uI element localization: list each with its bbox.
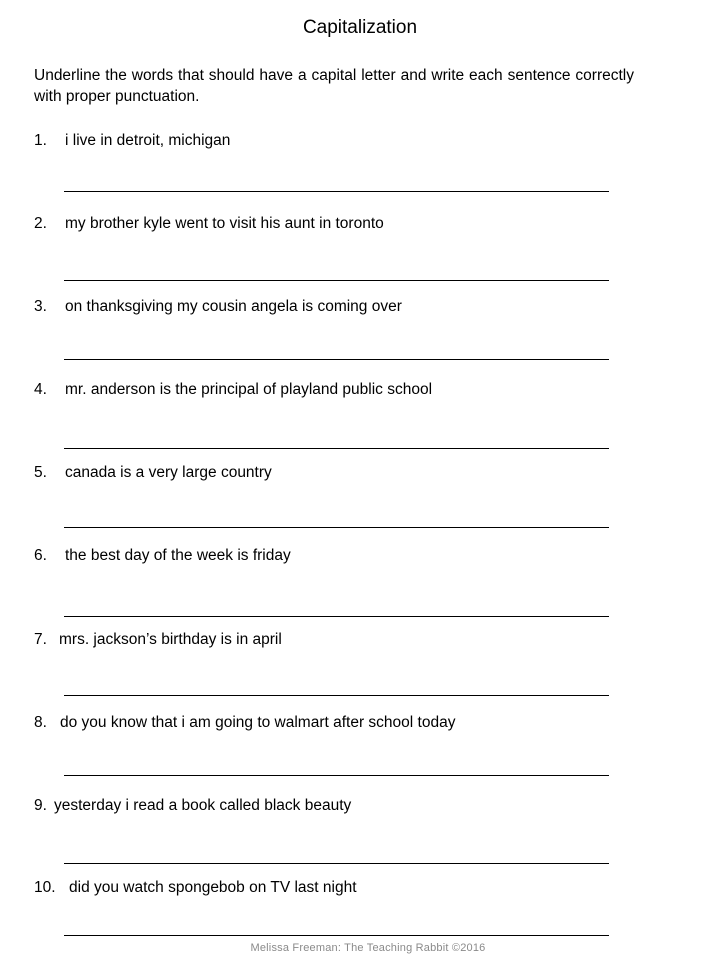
exercise-item-1 <box>34 131 654 151</box>
instructions-text: Underline the words that should have a capital letter and write each sentence correctly with proper punctuation. <box>34 67 634 105</box>
exercise-item-7 <box>34 630 654 650</box>
exercise-item-8 <box>34 713 654 733</box>
answer-line[interactable] <box>64 359 609 360</box>
item-sentence: on thanksgiving my cousin angela is coming over <box>65 298 402 315</box>
answer-line[interactable] <box>64 191 609 192</box>
item-number: 5. <box>34 464 47 481</box>
exercise-item-9 <box>34 796 654 816</box>
item-number: 9. <box>34 797 47 814</box>
exercise-item-3 <box>34 297 654 317</box>
answer-line[interactable] <box>64 527 609 528</box>
page-title: Capitalization <box>302 17 418 38</box>
footer-credit: Melissa Freeman: The Teaching Rabbit ©2016 <box>250 942 486 954</box>
exercise-item-5 <box>34 463 654 483</box>
item-number: 6. <box>34 547 47 564</box>
item-sentence: do you know that i am going to walmart after school today <box>60 714 456 731</box>
answer-line[interactable] <box>64 448 609 449</box>
item-number: 1. <box>34 132 47 149</box>
item-sentence: i live in detroit, michigan <box>65 132 231 149</box>
item-number: 10. <box>34 879 56 896</box>
exercise-item-6 <box>34 546 654 566</box>
exercise-item-2 <box>34 214 654 234</box>
item-sentence: mrs. jackson’s birthday is in april <box>59 631 282 648</box>
item-sentence: my brother kyle went to visit his aunt in toronto <box>65 215 384 232</box>
answer-line[interactable] <box>64 863 609 864</box>
item-number: 4. <box>34 381 47 398</box>
exercise-item-4 <box>34 380 654 400</box>
item-number: 2. <box>34 215 47 232</box>
exercise-item-10 <box>34 878 654 898</box>
answer-line[interactable] <box>64 935 609 936</box>
item-sentence: did you watch spongebob on TV last night <box>69 879 357 896</box>
item-number: 8. <box>34 714 47 731</box>
answer-line[interactable] <box>64 695 609 696</box>
item-sentence: mr. anderson is the principal of playland public school <box>65 381 433 398</box>
answer-line[interactable] <box>64 616 609 617</box>
item-sentence: canada is a very large country <box>65 464 272 481</box>
item-number: 7. <box>34 631 47 648</box>
item-number: 3. <box>34 298 47 315</box>
answer-line[interactable] <box>64 775 609 776</box>
item-sentence: the best day of the week is friday <box>65 547 291 564</box>
item-sentence: yesterday i read a book called black beauty <box>54 797 352 814</box>
answer-line[interactable] <box>64 280 609 281</box>
